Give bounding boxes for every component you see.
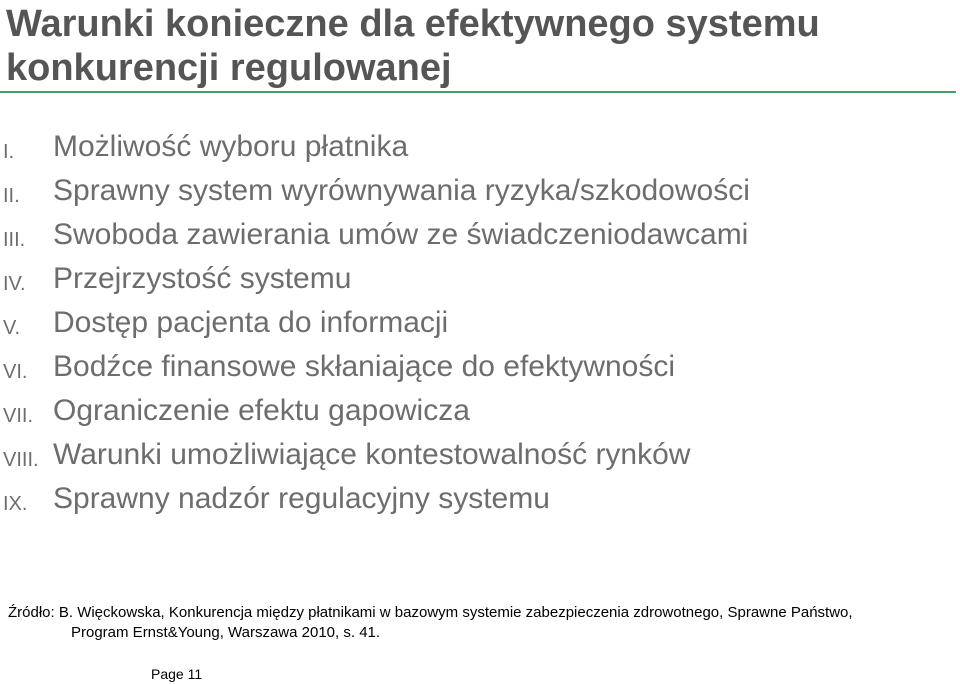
list-item — [0, 345, 960, 389]
list-item — [0, 433, 960, 477]
item-text: Sprawny nadzór regulacyjny systemu — [53, 482, 550, 515]
item-numeral: IX. — [3, 493, 28, 515]
item-numeral: V. — [3, 317, 21, 339]
item-text: Dostęp pacjenta do informacji — [53, 306, 449, 339]
item-numeral: VIII. — [3, 449, 39, 471]
item-text: Ograniczenie efektu gapowicza — [53, 394, 470, 427]
list-item — [0, 257, 960, 301]
list-item — [0, 125, 960, 169]
item-text: Możliwość wyboru płatnika — [53, 130, 409, 163]
item-numeral: II. — [3, 185, 20, 207]
item-numeral: III. — [3, 229, 26, 251]
slide-title: Warunki konieczne dla efektywnego systemu konkurencji regulowanej — [6, 3, 820, 89]
item-numeral: VII. — [3, 405, 34, 427]
list-item — [0, 477, 960, 521]
item-text: Warunki umożliwiające kontestowalność rynków — [53, 438, 691, 471]
source-line: Źródło: B. Więckowska, Konkurencja między płatnikami w bazowym systemie zabezpieczenia zdrowotnego, Sprawne Państwo, — [8, 604, 853, 621]
source-citation — [8, 603, 960, 643]
item-text: Swoboda zawierania umów ze świadczeniodawcami — [53, 218, 749, 251]
list-item — [0, 389, 960, 433]
item-numeral: IV. — [3, 273, 26, 295]
list-item — [0, 169, 960, 213]
list-item — [0, 213, 960, 257]
item-numeral: VI. — [3, 361, 28, 383]
source-line: Program Ernst&Young, Warszawa 2010, s. 41. — [71, 624, 381, 641]
title-divider — [0, 91, 956, 93]
item-text: Sprawny system wyrównywania ryzyka/szkodowości — [53, 174, 750, 207]
item-numeral: I. — [3, 141, 15, 163]
conditions-list — [0, 125, 960, 521]
page-number: Page 11 — [151, 666, 203, 682]
list-item — [0, 301, 960, 345]
item-text: Bodźce finansowe skłaniające do efektywności — [53, 350, 676, 383]
item-text: Przejrzystość systemu — [53, 262, 352, 295]
